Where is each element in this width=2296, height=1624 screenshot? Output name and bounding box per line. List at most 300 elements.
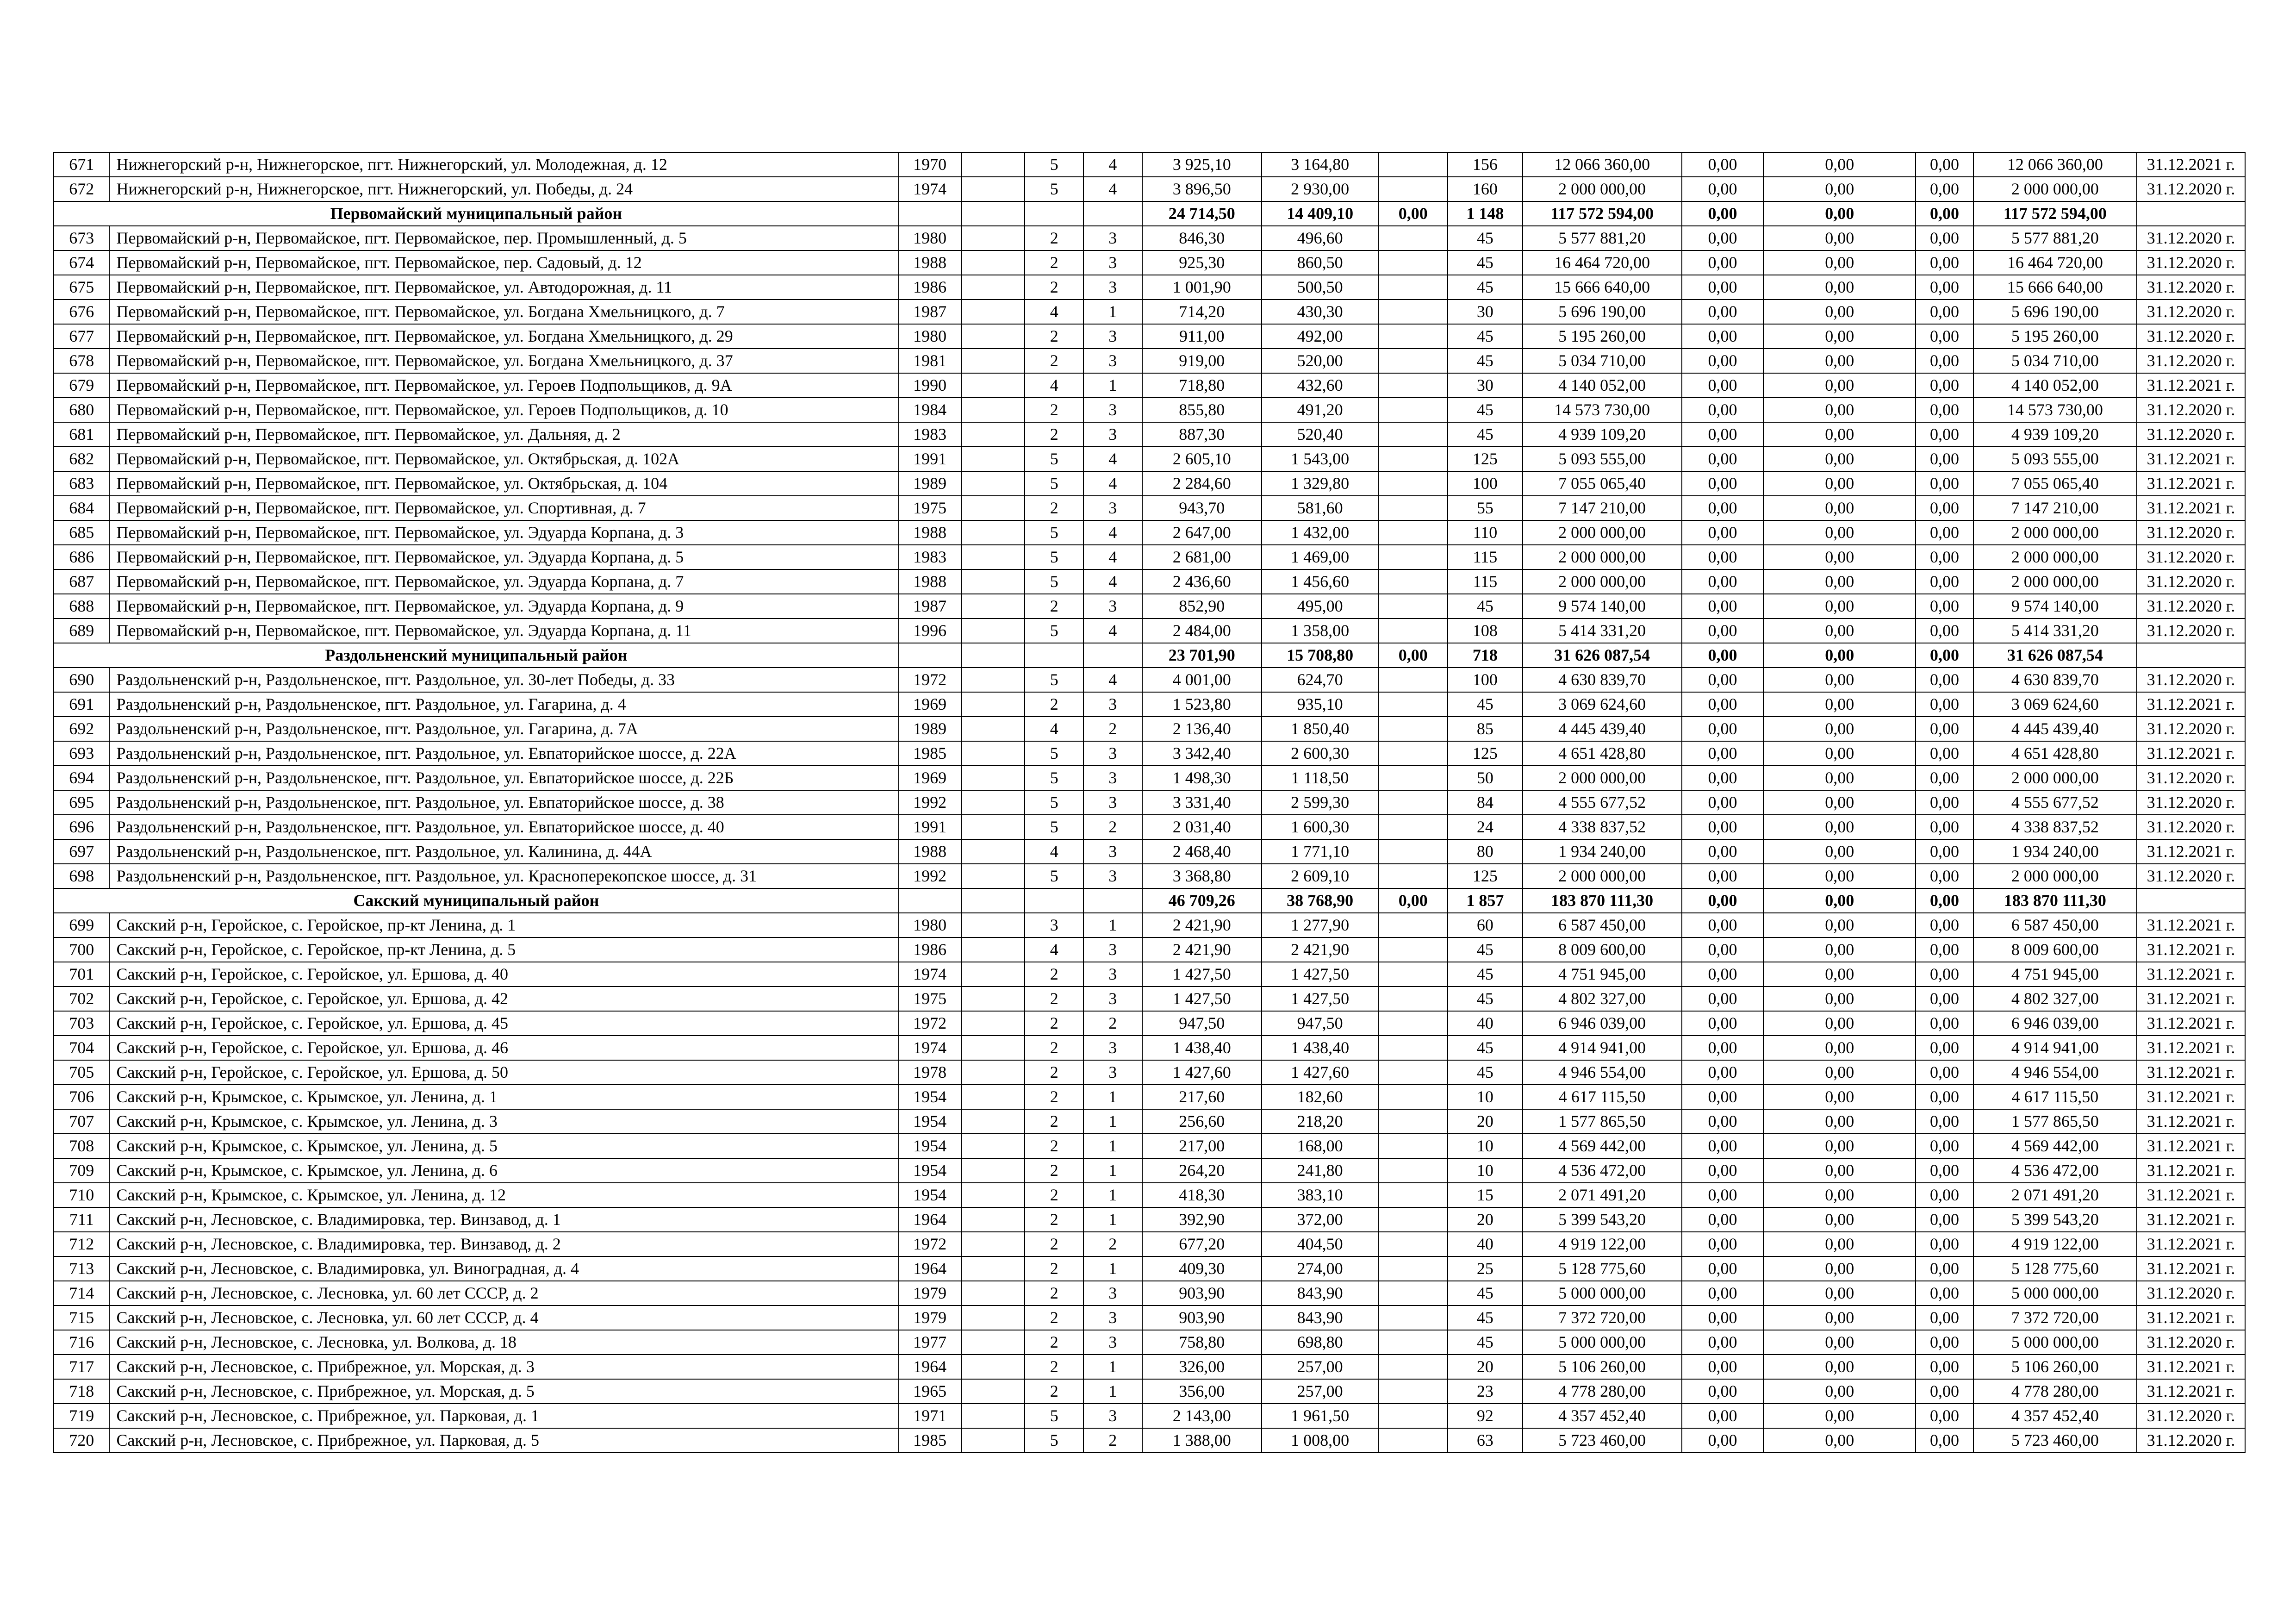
table-cell: 0,00 (1763, 839, 1916, 864)
row-number: 672 (54, 177, 109, 201)
table-cell: 31.12.2021 г. (2137, 692, 2245, 717)
table-cell: 0,00 (1763, 1232, 1916, 1256)
table-cell: 31.12.2021 г. (2137, 1036, 2245, 1060)
table-cell: 108 (1448, 618, 1522, 643)
table-cell: 0,00 (1682, 520, 1764, 545)
table-cell: 100 (1448, 471, 1522, 496)
table-cell: 1 (1083, 913, 1142, 937)
table-cell (961, 152, 1025, 177)
table-row (54, 618, 2245, 643)
table-cell: 4 802 327,00 (1973, 987, 2137, 1011)
table-cell: 0,00 (1916, 937, 1973, 962)
table-cell (1378, 839, 1448, 864)
table-cell: 0,00 (1682, 398, 1764, 422)
table-cell (1378, 1134, 1448, 1158)
table-row (54, 422, 2245, 447)
table-cell: 92 (1448, 1404, 1522, 1428)
table-cell: 2 (1025, 398, 1083, 422)
table-cell: 7 372 720,00 (1523, 1305, 1682, 1330)
table-cell: 520,40 (1262, 422, 1378, 447)
table-cell: 0,00 (1916, 1281, 1973, 1305)
table-cell: 4 778 280,00 (1973, 1379, 2137, 1404)
address-cell: Раздольненский р-н, Раздольненское, пгт. Раздольное, ул. 30-лет Победы, д. 33 (109, 668, 898, 692)
table-row (54, 839, 2245, 864)
table-cell: 0,00 (1763, 1330, 1916, 1355)
subtotal-cell (961, 201, 1025, 226)
table-cell: 1984 (899, 398, 961, 422)
table-cell (1378, 864, 1448, 888)
row-number: 688 (54, 594, 109, 618)
table-cell: 2 (1025, 1330, 1083, 1355)
table-cell: 0,00 (1682, 1330, 1764, 1355)
table-cell: 943,70 (1142, 496, 1262, 520)
table-cell: 0,00 (1916, 422, 1973, 447)
row-number: 689 (54, 618, 109, 643)
table-cell (1378, 447, 1448, 471)
table-cell: 2 (1083, 815, 1142, 839)
table-cell (1378, 177, 1448, 201)
table-cell: 182,60 (1262, 1085, 1378, 1109)
table-cell (961, 1183, 1025, 1207)
table-cell: 4 536 472,00 (1523, 1158, 1682, 1183)
table-cell: 3 (1083, 496, 1142, 520)
subtotal-cell: 31 626 087,54 (1973, 643, 2137, 668)
table-cell: 1 456,60 (1262, 569, 1378, 594)
table-cell: 1 358,00 (1262, 618, 1378, 643)
table-cell: 5 (1025, 741, 1083, 766)
table-cell: 1988 (899, 520, 961, 545)
table-cell: 12 066 360,00 (1973, 152, 2137, 177)
table-cell: 0,00 (1682, 275, 1764, 300)
table-cell: 2 (1025, 226, 1083, 250)
table-cell: 31.12.2021 г. (2137, 1379, 2245, 1404)
table-cell: 2 (1025, 1158, 1083, 1183)
table-cell: 372,00 (1262, 1207, 1378, 1232)
table-cell: 3 (1083, 1305, 1142, 1330)
address-cell: Первомайский р-н, Первомайское, пгт. Первомайское, ул. Спортивная, д. 7 (109, 496, 898, 520)
table-cell (1378, 226, 1448, 250)
table-cell (961, 275, 1025, 300)
table-cell: 0,00 (1916, 1256, 1973, 1281)
table-cell: 1985 (899, 741, 961, 766)
table-cell: 0,00 (1916, 373, 1973, 398)
table-cell: 1964 (899, 1355, 961, 1379)
table-cell: 5 (1025, 790, 1083, 815)
table-cell: 911,00 (1142, 324, 1262, 349)
row-number: 700 (54, 937, 109, 962)
table-cell: 3 069 624,60 (1973, 692, 2137, 717)
table-cell: 5 (1025, 1404, 1083, 1428)
table-cell: 16 464 720,00 (1973, 250, 2137, 275)
address-cell: Сакский р-н, Лесновское, с. Прибрежное, ул. Морская, д. 5 (109, 1379, 898, 1404)
table-row (54, 152, 2245, 177)
address-cell: Сакский р-н, Лесновское, с. Прибрежное, ул. Морская, д. 3 (109, 1355, 898, 1379)
table-cell: 1996 (899, 618, 961, 643)
table-cell: 31.12.2020 г. (2137, 594, 2245, 618)
table-cell: 45 (1448, 692, 1522, 717)
table-cell: 0,00 (1763, 177, 1916, 201)
address-cell: Сакский р-н, Лесновское, с. Лесновка, ул. 60 лет СССР, д. 2 (109, 1281, 898, 1305)
table-cell: 1 (1083, 373, 1142, 398)
table-cell (1378, 520, 1448, 545)
table-cell: 0,00 (1763, 300, 1916, 324)
table-cell: 31.12.2020 г. (2137, 349, 2245, 373)
table-cell: 45 (1448, 1281, 1522, 1305)
table-cell: 418,30 (1142, 1183, 1262, 1207)
row-number: 687 (54, 569, 109, 594)
table-cell: 1954 (899, 1085, 961, 1109)
table-cell (1378, 1355, 1448, 1379)
subtotal-cell: 14 409,10 (1262, 201, 1378, 226)
table-cell: 714,20 (1142, 300, 1262, 324)
table-cell: 5 106 260,00 (1523, 1355, 1682, 1379)
district-name: Раздольненский муниципальный район (54, 643, 899, 668)
table-cell: 2 (1025, 1134, 1083, 1158)
table-cell: 6 946 039,00 (1973, 1011, 2137, 1036)
row-number: 704 (54, 1036, 109, 1060)
table-cell: 217,00 (1142, 1134, 1262, 1158)
address-cell: Сакский р-н, Геройское, с. Геройское, ул. Ершова, д. 46 (109, 1036, 898, 1060)
address-cell: Сакский р-н, Лесновское, с. Владимировка, тер. Винзавод, д. 1 (109, 1207, 898, 1232)
table-cell (1378, 250, 1448, 275)
address-cell: Сакский р-н, Лесновское, с. Владимировка, тер. Винзавод, д. 2 (109, 1232, 898, 1256)
table-cell: 4 338 837,52 (1973, 815, 2137, 839)
table-cell: 0,00 (1682, 471, 1764, 496)
table-cell: 1 427,50 (1262, 987, 1378, 1011)
table-cell: 0,00 (1763, 717, 1916, 741)
table-cell (961, 839, 1025, 864)
table-cell: 1 (1083, 1379, 1142, 1404)
table-cell: 4 946 554,00 (1973, 1060, 2137, 1085)
table-cell: 63 (1448, 1428, 1522, 1453)
table-cell: 5 696 190,00 (1973, 300, 2137, 324)
table-cell: 2 (1025, 250, 1083, 275)
table-cell: 356,00 (1142, 1379, 1262, 1404)
table-cell: 1990 (899, 373, 961, 398)
table-cell: 45 (1448, 398, 1522, 422)
table-cell: 3 (1083, 398, 1142, 422)
table-cell: 4 939 109,20 (1523, 422, 1682, 447)
table-cell: 4 445 439,40 (1523, 717, 1682, 741)
table-row (54, 864, 2245, 888)
subtotal-cell: 0,00 (1682, 643, 1764, 668)
table-cell: 1992 (899, 864, 961, 888)
table-cell: 5 (1025, 447, 1083, 471)
table-cell: 0,00 (1682, 815, 1764, 839)
address-cell: Первомайский р-н, Первомайское, пгт. Первомайское, пер. Садовый, д. 12 (109, 250, 898, 275)
table-cell: 5 195 260,00 (1523, 324, 1682, 349)
table-row (54, 1404, 2245, 1428)
table-cell: 0,00 (1682, 1183, 1764, 1207)
row-number: 705 (54, 1060, 109, 1085)
table-cell: 1 771,10 (1262, 839, 1378, 864)
table-cell: 31.12.2021 г. (2137, 1085, 2245, 1109)
subtotal-cell (1025, 643, 1083, 668)
table-cell: 3 (1083, 1060, 1142, 1085)
table-cell: 274,00 (1262, 1256, 1378, 1281)
table-cell: 31.12.2020 г. (2137, 864, 2245, 888)
table-cell (961, 1085, 1025, 1109)
table-cell: 0,00 (1682, 1207, 1764, 1232)
table-cell: 843,90 (1262, 1281, 1378, 1305)
table-cell: 1981 (899, 349, 961, 373)
subtotal-cell: 0,00 (1378, 643, 1448, 668)
table-cell: 492,00 (1262, 324, 1378, 349)
table-cell: 2 (1025, 1355, 1083, 1379)
table-cell (1378, 1232, 1448, 1256)
table-cell: 0,00 (1763, 815, 1916, 839)
table-cell: 4 914 941,00 (1973, 1036, 2137, 1060)
table-cell: 241,80 (1262, 1158, 1378, 1183)
table-cell: 31.12.2021 г. (2137, 447, 2245, 471)
address-cell: Сакский р-н, Лесновское, с. Владимировка, ул. Виноградная, д. 4 (109, 1256, 898, 1281)
subtotal-cell (2137, 888, 2245, 913)
table-cell: 4 555 677,52 (1973, 790, 2137, 815)
table-cell: 0,00 (1763, 1355, 1916, 1379)
table-cell: 496,60 (1262, 226, 1378, 250)
table-cell: 2 (1025, 1085, 1083, 1109)
table-cell: 1988 (899, 839, 961, 864)
table-cell: 4 802 327,00 (1523, 987, 1682, 1011)
subtotal-cell (1025, 888, 1083, 913)
table-cell: 0,00 (1682, 618, 1764, 643)
table-cell (961, 1256, 1025, 1281)
table-cell: 3 925,10 (1142, 152, 1262, 177)
table-cell: 0,00 (1682, 226, 1764, 250)
table-row (54, 496, 2245, 520)
table-cell: 1 (1083, 1256, 1142, 1281)
row-number: 676 (54, 300, 109, 324)
table-cell: 846,30 (1142, 226, 1262, 250)
table-cell: 31.12.2020 г. (2137, 618, 2245, 643)
table-cell: 4 338 837,52 (1523, 815, 1682, 839)
table-cell: 2 000 000,00 (1523, 569, 1682, 594)
table-cell: 5 000 000,00 (1523, 1281, 1682, 1305)
table-cell: 2 600,30 (1262, 741, 1378, 766)
table-cell: 5 (1025, 520, 1083, 545)
table-cell: 852,90 (1142, 594, 1262, 618)
table-cell: 0,00 (1763, 324, 1916, 349)
table-cell: 903,90 (1142, 1281, 1262, 1305)
table-row (54, 373, 2245, 398)
table-cell: 4 (1025, 373, 1083, 398)
table-cell: 0,00 (1763, 1281, 1916, 1305)
table-cell: 0,00 (1763, 962, 1916, 987)
table-cell: 1 438,40 (1262, 1036, 1378, 1060)
table-cell (1378, 741, 1448, 766)
table-cell: 3 (1083, 839, 1142, 864)
row-number: 684 (54, 496, 109, 520)
address-cell: Раздольненский р-н, Раздольненское, пгт. Раздольное, ул. Гагарина, д. 4 (109, 692, 898, 717)
table-cell: 4 140 052,00 (1973, 373, 2137, 398)
table-cell: 1989 (899, 717, 961, 741)
table-cell: 1 277,90 (1262, 913, 1378, 937)
table-cell (961, 618, 1025, 643)
table-cell: 1 523,80 (1142, 692, 1262, 717)
table-cell (961, 1011, 1025, 1036)
table-cell: 2 (1025, 692, 1083, 717)
table-cell (961, 1330, 1025, 1355)
table-cell (1378, 1305, 1448, 1330)
table-cell: 31.12.2020 г. (2137, 717, 2245, 741)
table-cell: 2 468,40 (1142, 839, 1262, 864)
table-cell: 3 342,40 (1142, 741, 1262, 766)
table-cell: 3 (1083, 692, 1142, 717)
row-number: 673 (54, 226, 109, 250)
table-cell: 31.12.2020 г. (2137, 815, 2245, 839)
table-cell: 0,00 (1682, 1134, 1764, 1158)
table-cell: 7 372 720,00 (1973, 1305, 2137, 1330)
table-cell: 115 (1448, 569, 1522, 594)
table-cell: 218,20 (1262, 1109, 1378, 1134)
table-cell: 0,00 (1763, 373, 1916, 398)
table-cell (1378, 987, 1448, 1011)
table-cell (961, 324, 1025, 349)
table-cell: 168,00 (1262, 1134, 1378, 1158)
table-cell: 0,00 (1682, 1305, 1764, 1330)
subtotal-cell: 117 572 594,00 (1973, 201, 2137, 226)
table-cell: 31.12.2020 г. (2137, 300, 2245, 324)
table-cell: 0,00 (1682, 349, 1764, 373)
table-cell: 31.12.2020 г. (2137, 545, 2245, 569)
table-cell: 4 751 945,00 (1973, 962, 2137, 987)
table-cell: 10 (1448, 1085, 1522, 1109)
table-cell: 45 (1448, 226, 1522, 250)
table-cell: 4 (1083, 152, 1142, 177)
table-cell (1378, 275, 1448, 300)
table-cell: 1986 (899, 937, 961, 962)
table-cell: 0,00 (1916, 1207, 1973, 1232)
table-cell: 0,00 (1916, 864, 1973, 888)
table-cell: 0,00 (1916, 447, 1973, 471)
table-cell: 2 647,00 (1142, 520, 1262, 545)
table-cell: 31.12.2021 г. (2137, 987, 2245, 1011)
table-cell: 1 329,80 (1262, 471, 1378, 496)
table-cell: 2 599,30 (1262, 790, 1378, 815)
table-cell: 4 (1083, 177, 1142, 201)
table-cell: 0,00 (1763, 1428, 1916, 1453)
table-cell: 2 (1025, 1011, 1083, 1036)
table-cell: 2 (1083, 1428, 1142, 1453)
table-cell: 0,00 (1682, 177, 1764, 201)
table-row (54, 1428, 2245, 1453)
table-cell: 84 (1448, 790, 1522, 815)
table-cell (1378, 717, 1448, 741)
table-row (54, 1379, 2245, 1404)
table-cell: 45 (1448, 275, 1522, 300)
table-cell: 7 147 210,00 (1973, 496, 2137, 520)
table-cell: 0,00 (1682, 569, 1764, 594)
table-cell: 2 (1025, 496, 1083, 520)
table-cell: 31.12.2021 г. (2137, 1134, 2245, 1158)
table-cell: 45 (1448, 987, 1522, 1011)
table-cell: 0,00 (1916, 987, 1973, 1011)
table-cell: 31.12.2020 г. (2137, 226, 2245, 250)
table-row (54, 1330, 2245, 1355)
table-cell: 4 (1025, 300, 1083, 324)
table-cell: 0,00 (1763, 152, 1916, 177)
table-cell: 1 (1083, 1109, 1142, 1134)
table-cell: 925,30 (1142, 250, 1262, 275)
table-cell: 31.12.2021 г. (2137, 1232, 2245, 1256)
subtotal-cell (2137, 643, 2245, 668)
table-cell: 0,00 (1916, 1109, 1973, 1134)
table-cell: 1972 (899, 1232, 961, 1256)
table-cell: 31.12.2021 г. (2137, 1158, 2245, 1183)
table-cell: 23 (1448, 1379, 1522, 1404)
table-cell: 16 464 720,00 (1523, 250, 1682, 275)
address-cell: Сакский р-н, Геройское, с. Геройское, пр-кт Ленина, д. 5 (109, 937, 898, 962)
table-cell: 2 (1025, 422, 1083, 447)
table-cell: 2 000 000,00 (1973, 520, 2137, 545)
table-cell: 0,00 (1682, 545, 1764, 569)
table-cell: 0,00 (1763, 520, 1916, 545)
table-cell: 2 136,40 (1142, 717, 1262, 741)
table-cell: 15 (1448, 1183, 1522, 1207)
table-cell: 7 147 210,00 (1523, 496, 1682, 520)
table-cell: 0,00 (1682, 962, 1764, 987)
table-cell: 5 106 260,00 (1973, 1355, 2137, 1379)
table-cell: 1980 (899, 913, 961, 937)
table-cell: 3 (1083, 349, 1142, 373)
table-cell (1378, 471, 1448, 496)
table-cell: 1980 (899, 226, 961, 250)
address-cell: Первомайский р-н, Первомайское, пгт. Первомайское, пер. Промышленный, д. 5 (109, 226, 898, 250)
table-cell: 0,00 (1682, 1036, 1764, 1060)
table-cell: 2 421,90 (1262, 937, 1378, 962)
row-number: 696 (54, 815, 109, 839)
table-cell: 2 000 000,00 (1973, 569, 2137, 594)
table-cell: 1969 (899, 766, 961, 790)
table-cell: 1 961,50 (1262, 1404, 1378, 1428)
table-cell: 4 445 439,40 (1973, 717, 2137, 741)
table-cell: 0,00 (1916, 668, 1973, 692)
table-cell: 500,50 (1262, 275, 1378, 300)
row-number: 690 (54, 668, 109, 692)
table-row (54, 1305, 2245, 1330)
table-cell: 3 (1025, 913, 1083, 937)
table-cell: 257,00 (1262, 1355, 1378, 1379)
table-cell: 0,00 (1682, 1085, 1764, 1109)
table-cell: 947,50 (1142, 1011, 1262, 1036)
table-cell: 115 (1448, 545, 1522, 569)
table-cell: 4 569 442,00 (1973, 1134, 2137, 1158)
table-cell (1378, 398, 1448, 422)
table-cell: 5 414 331,20 (1523, 618, 1682, 643)
table-cell: 0,00 (1916, 398, 1973, 422)
subtotal-cell: 0,00 (1916, 643, 1973, 668)
table-cell: 31.12.2021 г. (2137, 471, 2245, 496)
table-cell: 0,00 (1763, 349, 1916, 373)
table-row (54, 1011, 2245, 1036)
subtotal-cell: 46 709,26 (1142, 888, 1262, 913)
table-cell (1378, 1060, 1448, 1085)
table-cell: 1 (1083, 1134, 1142, 1158)
row-number: 671 (54, 152, 109, 177)
table-cell: 5 128 775,60 (1973, 1256, 2137, 1281)
table-cell: 1988 (899, 250, 961, 275)
table-cell: 31.12.2021 г. (2137, 1355, 2245, 1379)
table-cell: 1 850,40 (1262, 717, 1378, 741)
table-cell: 1974 (899, 177, 961, 201)
table-cell: 4 (1083, 618, 1142, 643)
table-cell: 40 (1448, 1232, 1522, 1256)
table-cell: 3 (1083, 250, 1142, 275)
subtotal-cell: 1 857 (1448, 888, 1522, 913)
row-number: 675 (54, 275, 109, 300)
table-cell: 1969 (899, 692, 961, 717)
table-row (54, 177, 2245, 201)
